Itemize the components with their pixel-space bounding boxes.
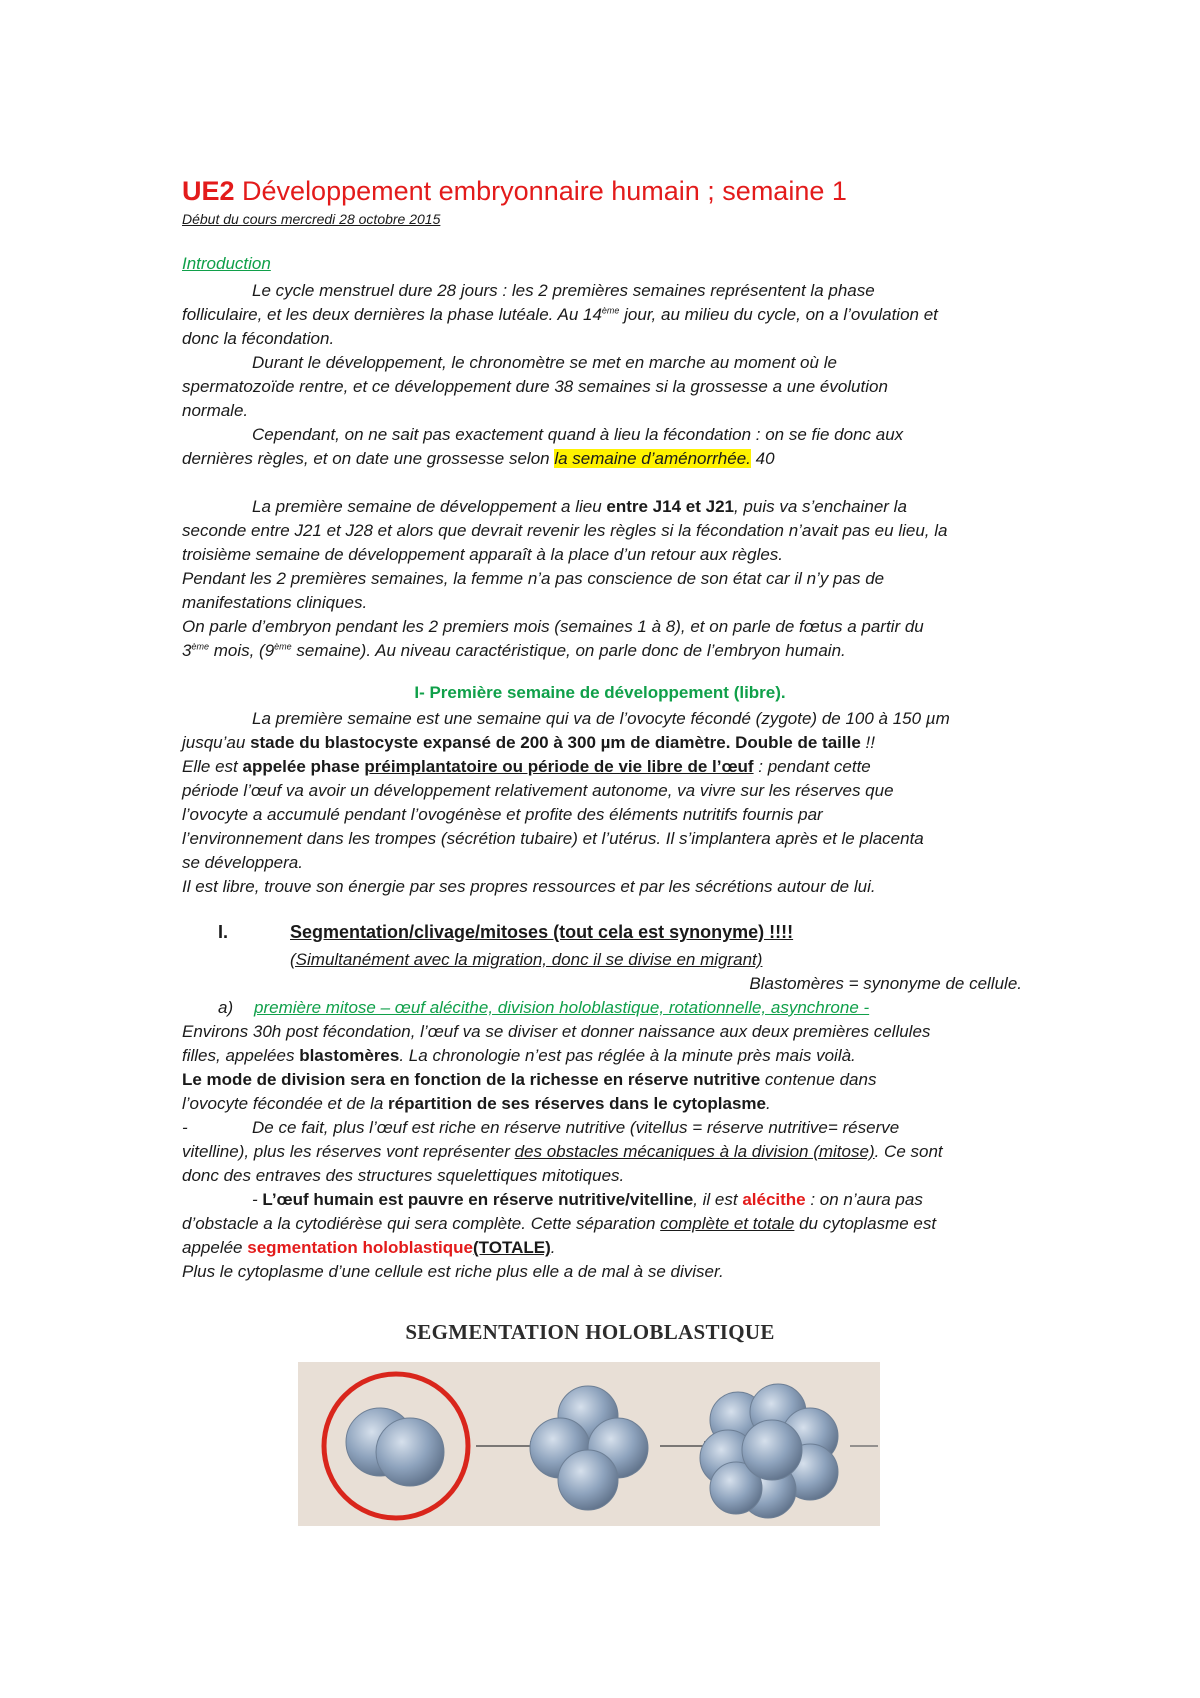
intro-line: 3ème mois, (9ème semaine). Au niveau caractéristique, on parle donc de l’embryon humain. [182,641,846,660]
intro-heading: Introduction [182,254,271,273]
blastomere [558,1450,618,1510]
intro-line: Le cycle menstruel dure 28 jours : les 2 premières semaines représentent la phase [252,281,875,300]
blastomere [376,1418,444,1486]
section-subheading: (Simultanément avec la migration, donc il se divise en migrant) [290,950,763,969]
highlighted-text: la semaine d’aménorrhée. [554,449,751,468]
sectionI-line: Plus le cytoplasme d’une cellule est riche plus elle a de mal à se diviser. [182,1262,724,1281]
intro-line: Pendant les 2 premières semaines, la femme n’a pas conscience de son état car il n’y pas de [182,569,885,588]
section1-line: La première semaine est une semaine qui va de l’ovocyte fécondé (zygote) de 100 à 150 µm [252,709,950,728]
sectionI-line: filles, appelées blastomères. La chronologie n’est pas réglée à la minute près mais voilà. [182,1046,856,1065]
section1-line: jusqu’au stade du blastocyste expansé de 200 à 300 µm de diamètre. Double de taille !! [182,733,875,752]
intro-line: normale. [182,401,249,420]
sectionI-line: Environs 30h post fécondation, l’œuf va se diviser et donner naissance aux deux premières cellules [182,1022,931,1041]
page-title: UE2 Développement embryonnaire humain ; semaine 1 [182,176,847,206]
segmentation-figure [298,1350,880,1550]
subsection-heading: première mitose – œuf alécithe, division holoblastique, rotationnelle, asynchrone - [254,998,870,1017]
intro-line: seconde entre J21 et J28 et alors que devrait revenir les règles si la fécondation n’avait pas eu lieu, la [182,521,948,540]
intro-line: Cependant, on ne sait pas exactement quand à lieu la fécondation : on se fie donc aux [252,425,904,444]
figure-title: SEGMENTATION HOLOBLASTIQUE [405,1320,775,1344]
section1-line: l’ovocyte a accumulé pendant l’ovogénèse et profite des éléments nutritifs fournis par [182,805,823,824]
sectionI-line: l’ovocyte fécondée et de la répartition de ses réserves dans le cytoplasme. [182,1094,771,1113]
intro-line: La première semaine de développement a lieu entre J14 et J21, puis va s’enchainer la [252,497,907,516]
intro-line: troisième semaine de développement apparaît à la place d’un retour aux règles. [182,545,784,564]
sectionI-line: - L’œuf humain est pauvre en réserve nutritive/vitelline, il est alécithe : on n’aura pas [252,1190,923,1209]
section1-line: Elle est appelée phase préimplantatoire ou période de vie libre de l’œuf : pendant cette [182,757,871,776]
sectionI-line: Le mode de division sera en fonction de la richesse en réserve nutritive contenue dans [182,1070,877,1089]
section-heading: Segmentation/clivage/mitoses (tout cela est synonyme) !!!! [290,922,794,942]
list-label: a) [218,998,234,1017]
intro-line: dernières règles, et on date une grossesse selon la semaine d’aménorrhée. 40 [182,449,775,468]
course-date: Début du cours mercredi 28 octobre 2015 [182,211,441,227]
sectionI-line: appelée segmentation holoblastique(TOTALE). [182,1238,556,1257]
sectionI-line: donc des entraves des structures squelettiques mitotiques. [182,1166,625,1185]
intro-line: Durant le développement, le chronomètre se met en marche au moment où le [252,353,837,372]
section1-line: se développera. [182,853,303,872]
section-numeral: I. [218,922,229,942]
intro-line: On parle d’embryon pendant les 2 premiers mois (semaines 1 à 8), et on parle de fœtus a partir du [182,617,924,636]
sectionI-line: De ce fait, plus l’œuf est riche en réserve nutritive (vitellus = réserve nutritive= réserve [252,1118,900,1137]
section1-line: période l’œuf va avoir un développement relativement autonome, va vivre sur les réserves que [182,781,894,800]
intro-line: folliculaire, et les deux dernières la phase lutéale. Au 14ème jour, au milieu du cycle, on a l’ovulation et [182,305,938,324]
sectionI-line: vitelline), plus les réserves vont représenter des obstacles mécaniques à la division (mitose). Ce sont [182,1142,943,1161]
section1-line: Il est libre, trouve son énergie par ses propres ressources et par les sécrétions autour de lui. [182,877,876,896]
blastomere [742,1420,802,1480]
section-note: Blastomères = synonyme de cellule. [749,974,1022,993]
sectionI-line: - [182,1118,188,1137]
intro-line: manifestations cliniques. [182,593,368,612]
section-heading: I- Première semaine de développement (libre). [414,683,786,702]
intro-line: spermatozoïde rentre, et ce développement dure 38 semaines si la grossesse a une évolution [182,377,888,396]
sectionI-line: d’obstacle a la cytodiérèse qui sera complète. Cette séparation complète et totale du cytoplasme est [182,1214,937,1233]
intro-line: donc la fécondation. [182,329,335,348]
section1-line: l’environnement dans les trompes (sécrétion tubaire) et l’utérus. Il s’implantera après et le placenta [182,829,924,848]
